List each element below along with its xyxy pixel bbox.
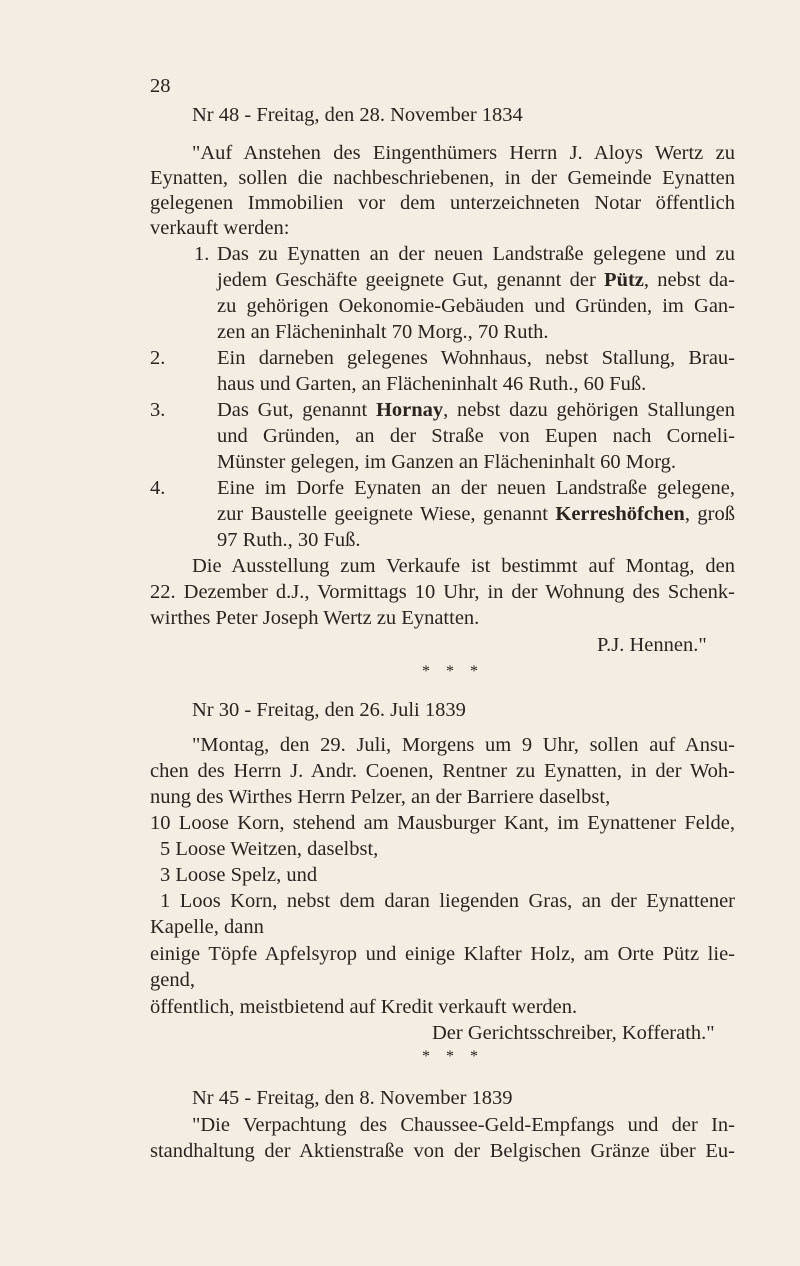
body-line: 5 Loose Weitzen, daselbst, [160, 838, 379, 860]
list-line: haus und Garten, an Flächeninhalt 46 Ruth., 60 Fuß. [217, 373, 647, 395]
body-line: "Montag, den 29. Juli, Morgens um 9 Uhr, sollen auf Ansu- [192, 734, 735, 756]
list-line: und Gründen, an der Straße von Eupen nach Corneli- [217, 425, 735, 447]
signature: P.J. Hennen." [597, 634, 707, 656]
body-line: Die Ausstellung zum Verkaufe ist bestimmt auf Montag, den [192, 555, 735, 577]
body-line: chen des Herrn J. Andr. Coenen, Rentner zu Eynatten, in der Woh- [150, 760, 735, 782]
list-line: Eine im Dorfe Eynaten an der neuen Landstraße gelegene, [217, 477, 735, 499]
body-line: nung des Wirthes Herrn Pelzer, an der Barriere daselbst, [150, 786, 611, 808]
body-line: "Die Verpachtung des Chaussee-Geld-Empfangs und der In- [192, 1114, 735, 1136]
list-number: 2. [150, 347, 166, 369]
list-line: Das zu Eynatten an der neuen Landstraße gelegene und zu [217, 243, 735, 265]
body-line: öffentlich, meistbietend auf Kredit verkauft werden. [150, 996, 578, 1018]
section-heading: Nr 45 - Freitag, den 8. November 1839 [192, 1087, 513, 1109]
body-line: "Auf Anstehen des Eingenthümers Herrn J. Aloys Wertz zu [192, 142, 735, 164]
body-line: 22. Dezember d.J., Vormittags 10 Uhr, in der Wohnung des Schenk- [150, 581, 735, 603]
list-number: 3. [150, 399, 166, 421]
bold-name: Pütz [604, 269, 644, 291]
body-line: 3 Loose Spelz, und [160, 864, 318, 886]
section-separator: * * * [422, 663, 484, 680]
list-number: 1. [194, 243, 210, 265]
list-number: 4. [150, 477, 166, 499]
list-line: zen an Flächeninhalt 70 Morg., 70 Ruth. [217, 321, 549, 343]
body-line: 1 Loos Korn, nebst dem daran liegenden Gras, an der Eynattener [160, 890, 735, 912]
section-separator: * * * [422, 1048, 484, 1065]
list-line: 97 Ruth., 30 Fuß. [217, 529, 361, 551]
body-line: Eynatten, sollen die nachbeschriebenen, in der Gemeinde Eynatten [150, 167, 735, 189]
body-line: einige Töpfe Apfelsyrop und einige Klafter Holz, am Orte Pütz lie- [150, 943, 735, 965]
bold-name: Kerreshöfchen [555, 503, 685, 525]
bold-name: Hornay [375, 399, 444, 421]
section-heading: Nr 48 - Freitag, den 28. November 1834 [192, 104, 523, 126]
list-line: Münster gelegen, im Ganzen an Flächeninhalt 60 Morg. [217, 451, 677, 473]
list-line: zur Baustelle geeignete Wiese, genannt Kerreshöfchen, groß [217, 503, 735, 525]
body-line: wirthes Peter Joseph Wertz zu Eynatten. [150, 607, 480, 629]
list-line: Ein darneben gelegenes Wohnhaus, nebst Stallung, Brau- [217, 347, 735, 369]
signature: Der Gerichtsschreiber, Kofferath." [432, 1022, 715, 1044]
body-line: standhaltung der Aktienstraße von der Belgischen Gränze über Eu- [150, 1140, 735, 1162]
list-line: jedem Geschäfte geeignete Gut, genannt der Pütz, nebst da- [217, 269, 735, 291]
body-line: gelegenen Immobilien vor dem unterzeichneten Notar öffentlich [150, 192, 735, 214]
body-line: gend, [150, 969, 195, 991]
page-number: 28 [150, 75, 171, 97]
list-line: Das Gut, genannt Hornay, nebst dazu gehörigen Stallungen [217, 399, 735, 421]
list-line: zu gehörigen Oekonomie-Gebäuden und Gründen, im Gan- [217, 295, 735, 317]
body-line: Kapelle, dann [150, 916, 264, 938]
body-line: 10 Loose Korn, stehend am Mausburger Kant, im Eynattener Felde, [150, 812, 735, 834]
section-heading: Nr 30 - Freitag, den 26. Juli 1839 [192, 699, 466, 721]
body-line: verkauft werden: [150, 217, 290, 239]
